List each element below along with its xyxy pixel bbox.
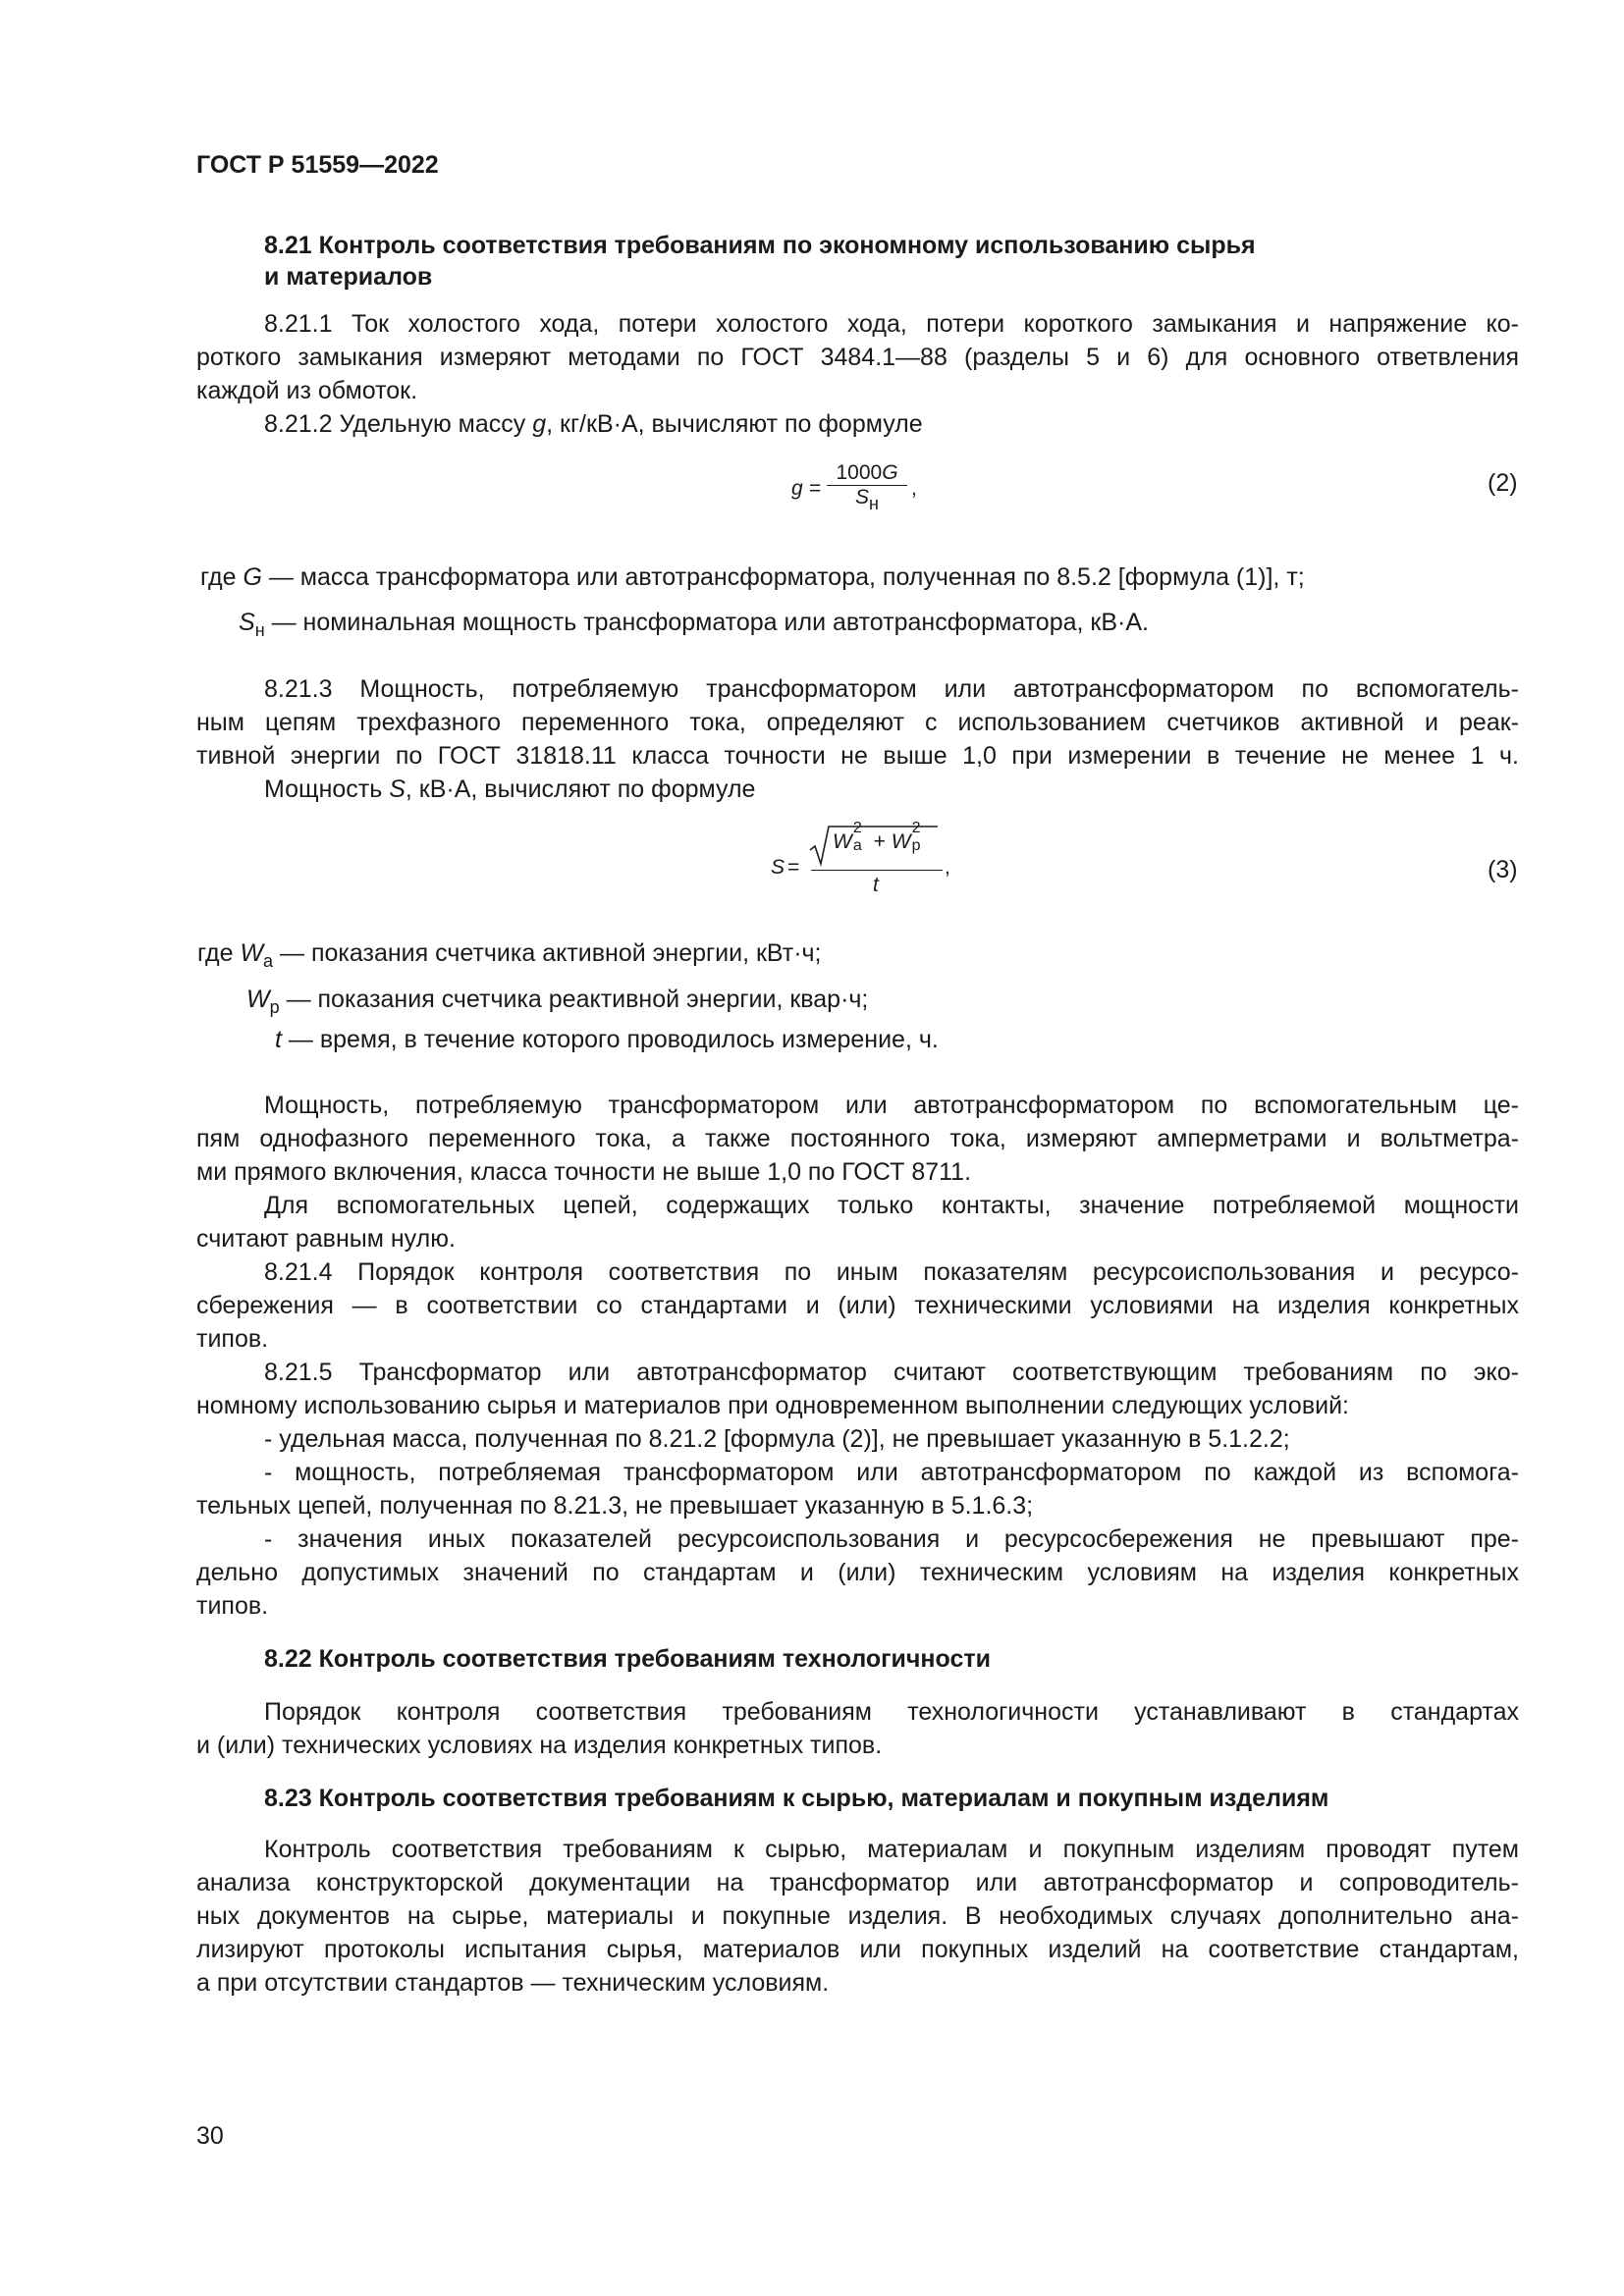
- paragraph-line: анализа конструкторской документации на трансформатор или автотрансформатор и сопроводитель-: [196, 1869, 1519, 1896]
- paragraph-line: и (или) технических условиях на изделия конкретных типов.: [196, 1732, 883, 1759]
- paragraph-line: типов.: [196, 1325, 269, 1353]
- paragraph-8-21-5: 8.21.5 Трансформатор или автотрансформатор считают соответствующим требованиям по эко-: [264, 1359, 1519, 1386]
- paragraph-8-21-1: 8.21.1 Ток холостого хода, потери холостого хода, потери короткого замыкания и напряжение ко-: [264, 310, 1519, 338]
- section-title-8-22: 8.22 Контроль соответствия требованиям технологичности: [264, 1645, 991, 1673]
- section-title-8-21: 8.21 Контроль соответствия требованиям по экономному использованию сырья: [264, 232, 1256, 259]
- section-title-8-21-cont: и материалов: [264, 263, 433, 291]
- document-header: ГОСТ Р 51559—2022: [196, 151, 439, 179]
- formula-number: (2): [1488, 469, 1518, 497]
- where-item: $S_н$ — номинальная мощность трансформатора или автотрансформатора, кВ·А.: [239, 609, 1149, 640]
- paragraph-8-21-2: 8.21.2 Удельную массу g, кг/кВ·А, вычисляют по формуле: [264, 410, 923, 438]
- formula-number: (3): [1488, 856, 1518, 883]
- where-item: где G — масса трансформатора или автотрансформатора, полученная по 8.5.2 [формула (1)], т;: [200, 563, 1305, 591]
- paragraph-line: а при отсутствии стандартов — техническим условиям.: [196, 1969, 830, 1997]
- fraction-bar: [811, 870, 943, 871]
- paragraph: Порядок контроля соответствия требованиям технологичности устанавливают в стандартах: [264, 1698, 1519, 1726]
- list-item-cont: типов.: [196, 1592, 269, 1620]
- where-item: $W_р$ — показания счетчика реактивной энергии, квар·ч;: [246, 986, 869, 1017]
- paragraph-line: ных документов на сырье, материалы и покупные изделия. В необходимых случаях дополнительно ана-: [196, 1902, 1519, 1930]
- paragraph-line: каждой из обмоток.: [196, 377, 418, 404]
- paragraph-line: номному использованию сырья и материалов при одновременном выполнении следующих условий:: [196, 1392, 1349, 1419]
- paragraph-8-21-3: 8.21.3 Мощность, потребляемую трансформатором или автотрансформатором по вспомогатель-: [264, 675, 1519, 703]
- paragraph: Контроль соответствия требованиям к сырью, материалам и покупным изделиям проводят путем: [264, 1836, 1519, 1863]
- paragraph-8-21-4: 8.21.4 Порядок контроля соответствия по иным показателям ресурсоиспользования и ресурсо-: [264, 1258, 1519, 1286]
- page-number: 30: [196, 2122, 224, 2150]
- list-item-cont: тельных цепей, полученная по 8.21.3, не превышает указанную в 5.1.6.3;: [196, 1492, 1034, 1520]
- paragraph-line: тивной энергии по ГОСТ 31818.11 класса точности не выше 1,0 при измерении в течение не менее 1 ч.: [196, 742, 1519, 770]
- paragraph-line: лизируют протоколы испытания сырья, материалов или покупных изделий на соответствие стандартам,: [196, 1936, 1519, 1963]
- list-item: - удельная масса, полученная по 8.21.2 [формула (2)], не превышает указанную в 5.1.2.2;: [264, 1425, 1290, 1453]
- where-item: где $W_а$ — показания счетчика активной энергии, кВт·ч;: [197, 939, 822, 971]
- section-title-8-23: 8.23 Контроль соответствия требованиям к сырью, материалам и покупным изделиям: [264, 1785, 1329, 1812]
- radicand: W 2 а + W 2 р: [833, 820, 921, 854]
- list-item: - значения иных показателей ресурсоиспользования и ресурсосбережения не превышают пре-: [264, 1525, 1519, 1553]
- fraction: 1000G $S_н$: [827, 461, 907, 514]
- paragraph-line: Мощность S, кВ·А, вычисляют по формуле: [264, 775, 756, 803]
- list-item-cont: дельно допустимых значений по стандартам и (или) техническим условиям на изделия конкретных: [196, 1559, 1519, 1586]
- where-item: t — время, в течение которого проводилось измерение, ч.: [275, 1026, 939, 1053]
- paragraph-line: ным цепям трехфазного переменного тока, определяют с использованием счетчиков активной и реак-: [196, 709, 1519, 736]
- paragraph-line: пям однофазного переменного тока, а также постоянного тока, измеряют амперметрами и вольтметра-: [196, 1125, 1519, 1152]
- paragraph: Для вспомогательных цепей, содержащих только контакты, значение потребляемой мощности: [264, 1192, 1519, 1219]
- paragraph-line: сбережения — в соответствии со стандартами и (или) техническими условиями на изделия конкретных: [196, 1292, 1519, 1319]
- paragraph-line: ми прямого включения, класса точности не выше 1,0 по ГОСТ 8711.: [196, 1158, 972, 1186]
- paragraph-line: роткого замыкания измеряют методами по ГОСТ 3484.1—88 (разделы 5 и 6) для основного ответвления: [196, 344, 1519, 371]
- paragraph: Мощность, потребляемую трансформатором или автотрансформатором по вспомогательным це-: [264, 1092, 1519, 1119]
- list-item: - мощность, потребляемая трансформатором или автотрансформатором по каждой из вспомога-: [264, 1459, 1519, 1486]
- paragraph-line: считают равным нулю.: [196, 1225, 456, 1253]
